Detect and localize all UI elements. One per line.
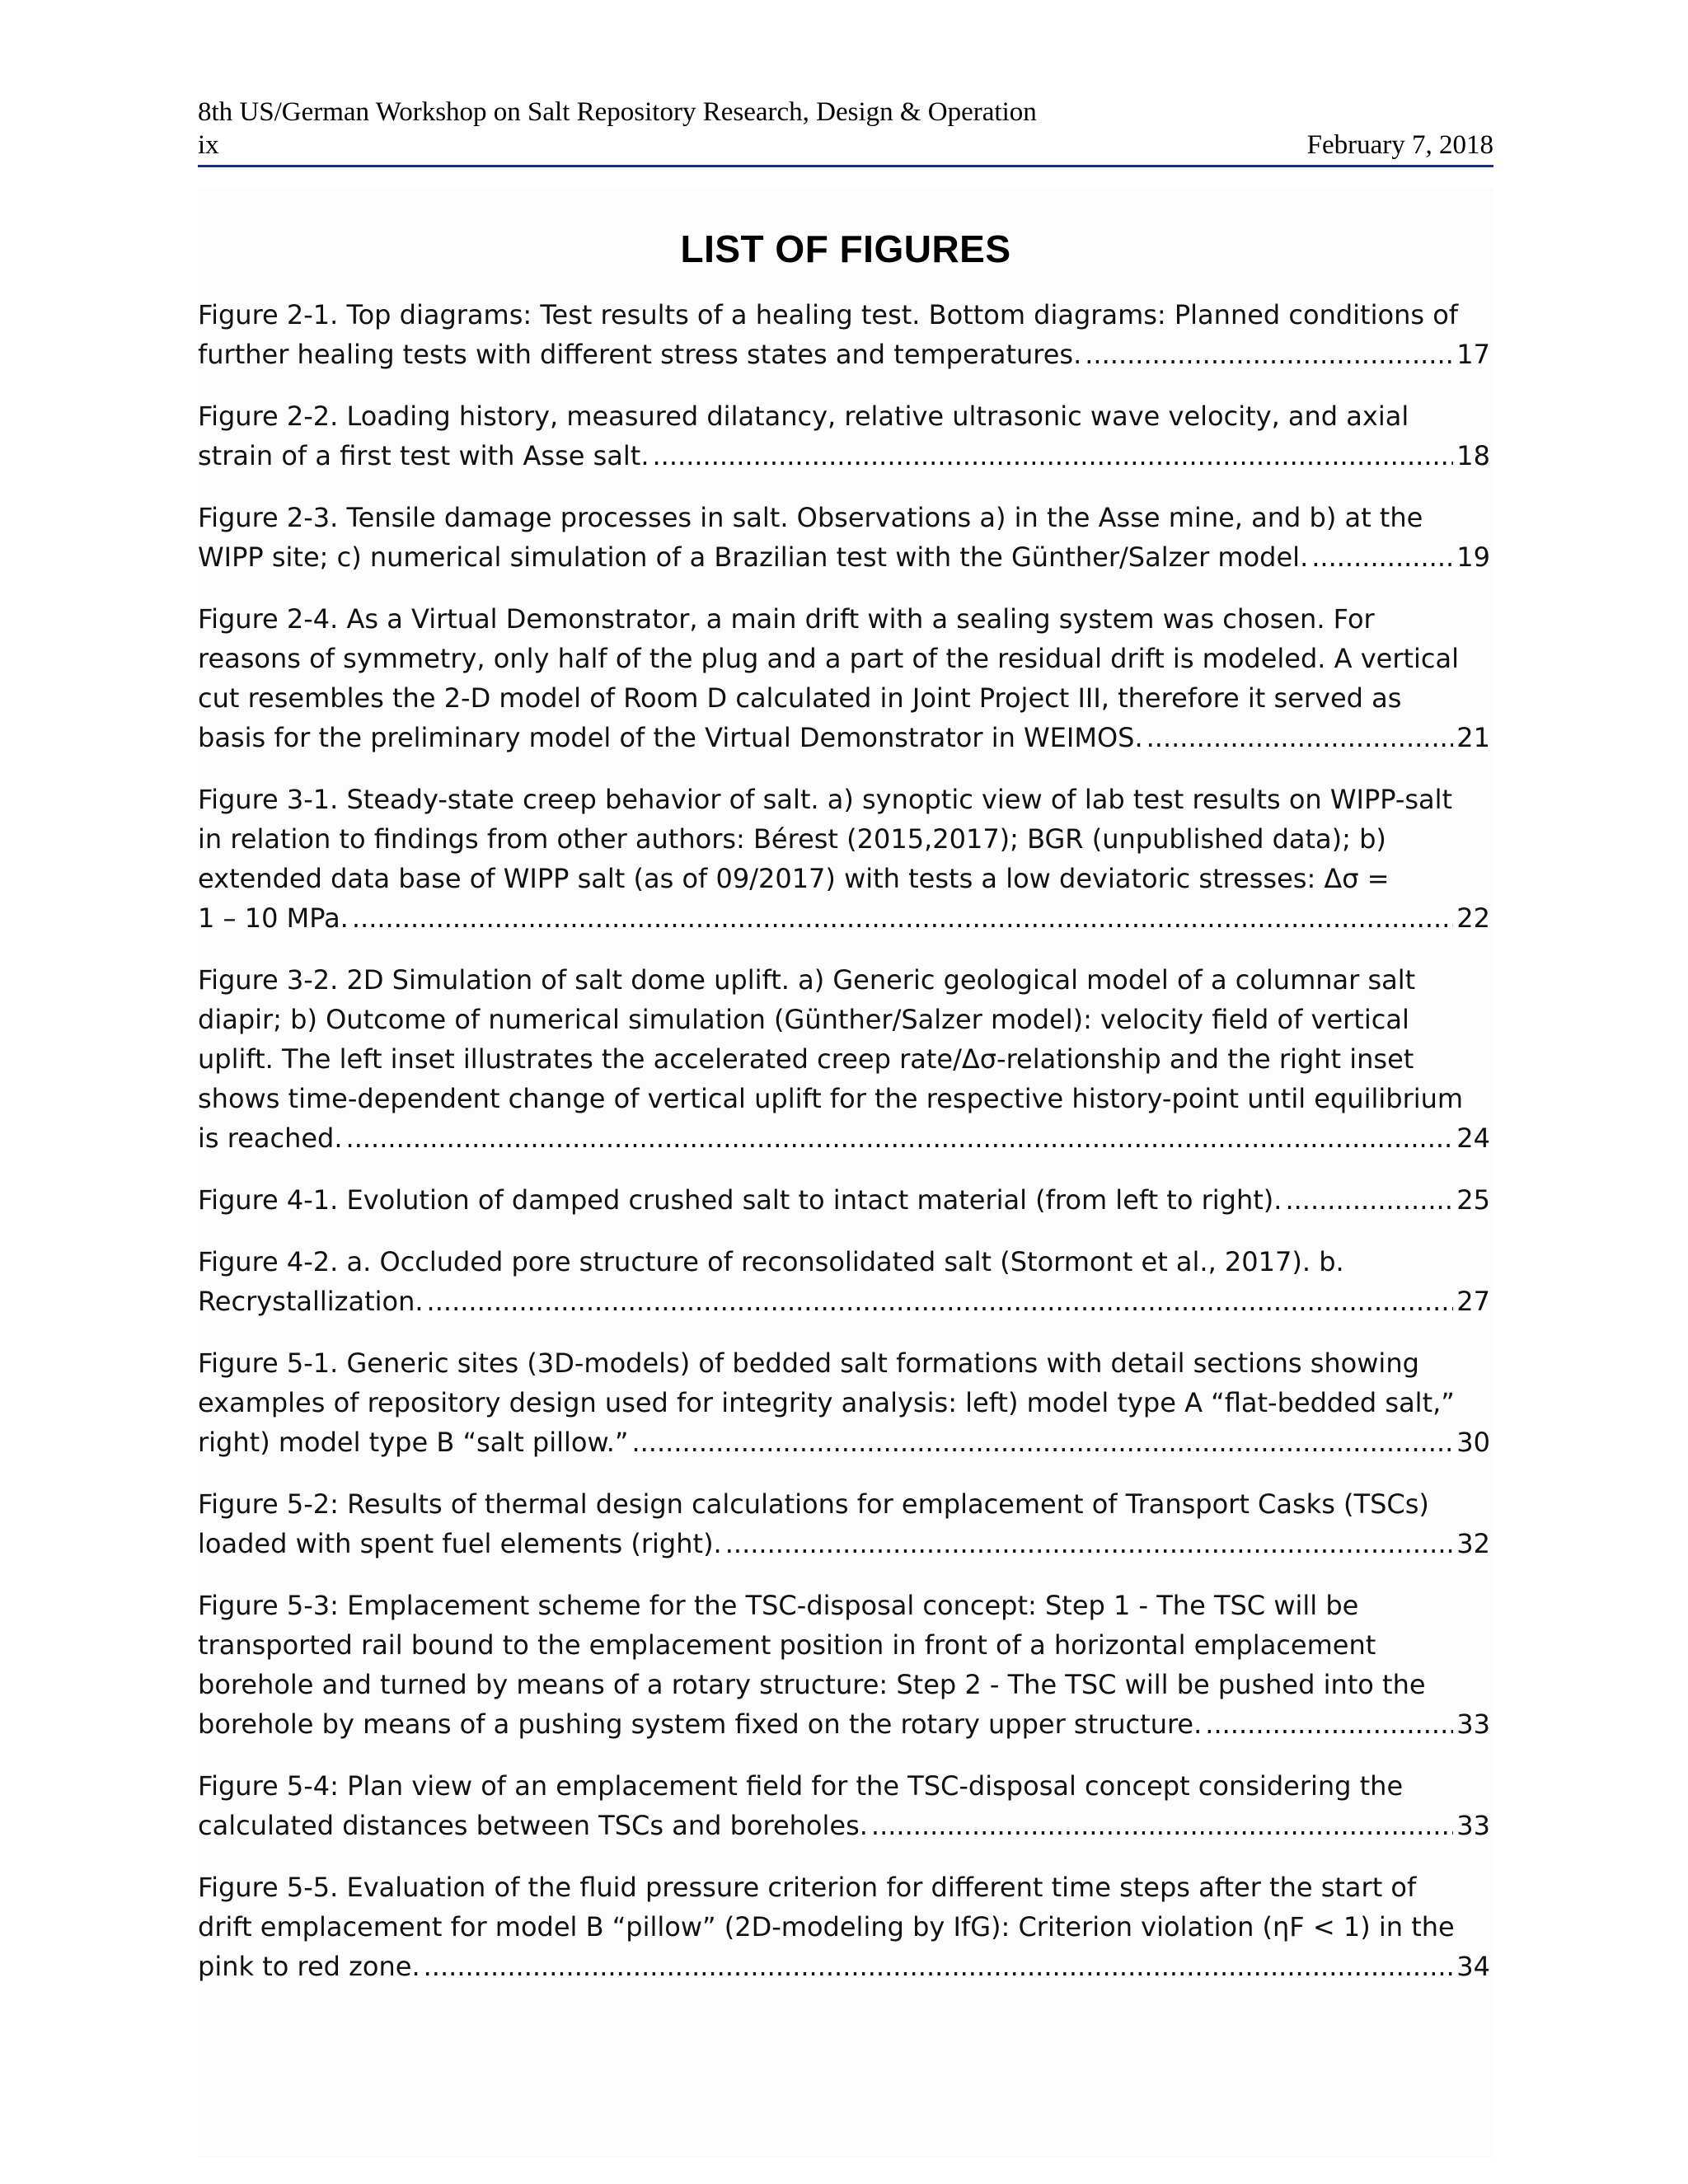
dot-leader bbox=[1085, 335, 1453, 374]
figure-page-number[interactable]: 18 bbox=[1456, 440, 1490, 471]
figure-entry[interactable] bbox=[198, 1180, 1490, 1220]
figure-entry[interactable] bbox=[198, 1766, 1490, 1845]
page-header bbox=[198, 96, 1493, 162]
figure-entry-line: pink to red zone. bbox=[198, 1951, 420, 1982]
figure-page-number[interactable]: 24 bbox=[1456, 1122, 1490, 1154]
figure-entry-line: is reached. bbox=[198, 1122, 343, 1154]
figure-entry-line: shows time-dependent change of vertical uplift for the respective history-point until equilibrium bbox=[198, 1083, 1464, 1114]
figure-entry-line: further healing tests with different stress states and temperatures. bbox=[198, 339, 1082, 370]
page-title: LIST OF FIGURES bbox=[680, 227, 1011, 270]
figure-entry-line: extended data base of WIPP salt (as of 09/2017) with tests a low deviatoric stresses: Δσ = bbox=[198, 863, 1390, 894]
figure-entry-text bbox=[198, 1242, 1490, 1282]
figure-entry-line: examples of repository design used for integrity analysis: left) model type A “flat-bedded salt,” bbox=[198, 1387, 1455, 1418]
figure-entry[interactable] bbox=[198, 1343, 1490, 1462]
dot-leader bbox=[346, 1118, 1454, 1158]
figure-page-number[interactable]: 17 bbox=[1456, 339, 1490, 370]
figure-entry-line: Figure 5-2: Results of thermal design calculations for emplacement of Transport Casks (TSCs) bbox=[198, 1488, 1429, 1520]
figure-entry-last-line bbox=[198, 1704, 1490, 1744]
dot-leader bbox=[653, 436, 1454, 476]
figure-entry-line: Figure 4-2. a. Occluded pore structure of reconsolidated salt (Stormont et al., 2017). b. bbox=[198, 1246, 1344, 1277]
figure-entry-line: Figure 3-2. 2D Simulation of salt dome uplift. a) Generic geological model of a columnar salt bbox=[198, 964, 1416, 996]
figure-entry-last-line bbox=[198, 335, 1490, 374]
figure-entry[interactable] bbox=[198, 1242, 1490, 1321]
figure-entry[interactable] bbox=[198, 498, 1490, 577]
figure-entry-last-line bbox=[198, 1422, 1490, 1462]
figure-entry[interactable] bbox=[198, 780, 1490, 938]
figure-entry[interactable] bbox=[198, 599, 1490, 757]
figure-entry-last-line bbox=[198, 1180, 1490, 1220]
figure-page-number[interactable]: 32 bbox=[1456, 1528, 1490, 1559]
dot-leader bbox=[631, 1422, 1453, 1462]
figure-entry-line: diapir; b) Outcome of numerical simulation (Günther/Salzer model): velocity field of vertical bbox=[198, 1004, 1409, 1035]
figure-entry-text bbox=[198, 780, 1490, 898]
figure-entry-line: in relation to findings from other authors: Bérest (2015,2017); BGR (unpublished data); b) bbox=[198, 823, 1386, 855]
figure-entry-line: Figure 2-4. As a Virtual Demonstrator, a main drift with a sealing system was chosen. For bbox=[198, 603, 1375, 635]
header-date: February 7, 2018 bbox=[1306, 130, 1493, 160]
figure-entry-line: strain of a first test with Asse salt. bbox=[198, 440, 649, 471]
figure-entry-last-line bbox=[198, 436, 1490, 476]
figure-entry-line: Recrystallization. bbox=[198, 1286, 424, 1317]
figure-entry-line: uplift. The left inset illustrates the accelerated creep rate/Δσ-relationship and the right inset bbox=[198, 1043, 1414, 1075]
figure-entry-line: Figure 4-1. Evolution of damped crushed salt to intact material (from left to right). bbox=[198, 1184, 1282, 1216]
figure-entry-text bbox=[198, 396, 1490, 436]
dot-leader bbox=[424, 1947, 1454, 1986]
dot-leader bbox=[352, 898, 1453, 938]
figure-page-number[interactable]: 33 bbox=[1456, 1708, 1490, 1740]
header-page-number: ix bbox=[198, 130, 219, 160]
dot-leader bbox=[1205, 1704, 1453, 1744]
figure-entry[interactable] bbox=[198, 1868, 1490, 1986]
dot-leader bbox=[871, 1806, 1453, 1845]
figure-entry-line: Figure 2-3. Tensile damage processes in salt. Observations a) in the Asse mine, and b) at the bbox=[198, 502, 1423, 533]
figure-entry[interactable] bbox=[198, 1586, 1490, 1744]
figure-entry-line: transported rail bound to the emplacement position in front of a horizontal emplacement bbox=[198, 1629, 1376, 1661]
figure-page-number[interactable]: 27 bbox=[1456, 1286, 1490, 1317]
figure-page-number[interactable]: 25 bbox=[1456, 1184, 1490, 1216]
figure-entry-line: Figure 5-4: Plan view of an emplacement field for the TSC-disposal concept considering the bbox=[198, 1770, 1404, 1802]
figure-list bbox=[198, 295, 1490, 2008]
figure-page-number[interactable]: 22 bbox=[1456, 902, 1490, 934]
figure-entry-line: drift emplacement for model B “pillow” (2D-modeling by IfG): Criterion violation (ηF < 1) in the bbox=[198, 1911, 1455, 1943]
figure-entry-line: Figure 5-3: Emplacement scheme for the TSC-disposal concept: Step 1 - The TSC will be bbox=[198, 1590, 1359, 1621]
figure-entry-text bbox=[198, 1586, 1490, 1704]
figure-page-number[interactable]: 21 bbox=[1456, 722, 1490, 753]
figure-entry[interactable] bbox=[198, 1484, 1490, 1563]
figure-entry-line: Figure 2-1. Top diagrams: Test results of a healing test. Bottom diagrams: Planned conditions of bbox=[198, 299, 1459, 330]
header-rule bbox=[198, 165, 1493, 167]
figure-entry-line: calculated distances between TSCs and boreholes. bbox=[198, 1810, 868, 1841]
figure-entry-line: Figure 3-1. Steady-state creep behavior of salt. a) synoptic view of lab test results on WIPP-salt bbox=[198, 784, 1453, 815]
figure-entry-last-line bbox=[198, 537, 1490, 577]
header-workshop-title: 8th US/German Workshop on Salt Repository Research, Design & Operation bbox=[198, 97, 1037, 127]
figure-entry-line: 1 – 10 MPa. bbox=[198, 902, 349, 934]
figure-entry-last-line bbox=[198, 1947, 1490, 1986]
figure-entry-line: Figure 5-5. Evaluation of the fluid pressure criterion for different time steps after the start of bbox=[198, 1872, 1417, 1903]
figure-page-number[interactable]: 33 bbox=[1456, 1810, 1490, 1841]
figure-entry[interactable] bbox=[198, 396, 1490, 476]
figure-entry-text bbox=[198, 599, 1490, 718]
figure-entry-text bbox=[198, 498, 1490, 537]
figure-entry-text bbox=[198, 1484, 1490, 1524]
figure-entry-last-line bbox=[198, 718, 1490, 757]
dot-leader bbox=[1285, 1180, 1453, 1220]
figure-entry-last-line bbox=[198, 1282, 1490, 1321]
figure-entry-last-line bbox=[198, 898, 1490, 938]
figure-page-number[interactable]: 34 bbox=[1456, 1951, 1490, 1982]
figure-entry-last-line bbox=[198, 1118, 1490, 1158]
figure-entry-last-line bbox=[198, 1806, 1490, 1845]
figure-entry[interactable] bbox=[198, 295, 1490, 374]
figure-entry-text bbox=[198, 1343, 1490, 1422]
figure-entry[interactable] bbox=[198, 960, 1490, 1158]
figure-entry-line: right) model type B “salt pillow.” bbox=[198, 1427, 629, 1458]
dot-leader bbox=[1146, 718, 1454, 757]
figure-entry-line: Figure 5-1. Generic sites (3D-models) of bedded salt formations with detail sections showing bbox=[198, 1347, 1419, 1379]
figure-entry-last-line bbox=[198, 1524, 1490, 1563]
figure-entry-line: basis for the preliminary model of the Virtual Demonstrator in WEIMOS. bbox=[198, 722, 1143, 753]
figure-entry-line: borehole and turned by means of a rotary structure: Step 2 - The TSC will be pushed into the bbox=[198, 1669, 1426, 1700]
figure-entry-line: borehole by means of a pushing system fixed on the rotary upper structure. bbox=[198, 1708, 1203, 1740]
figure-page-number[interactable]: 19 bbox=[1456, 541, 1490, 573]
figure-entry-text bbox=[198, 1868, 1490, 1947]
figure-entry-text bbox=[198, 960, 1490, 1118]
dot-leader bbox=[1311, 537, 1453, 577]
figure-entry-line: WIPP site; c) numerical simulation of a Brazilian test with the Günther/Salzer model. bbox=[198, 541, 1309, 573]
dot-leader bbox=[427, 1282, 1454, 1321]
figure-entry-text bbox=[198, 1766, 1490, 1806]
figure-entry-line: Figure 2-2. Loading history, measured dilatancy, relative ultrasonic wave velocity, and axial bbox=[198, 401, 1409, 432]
figure-entry-line: reasons of symmetry, only half of the plug and a part of the residual drift is modeled. A vertical bbox=[198, 643, 1460, 674]
figure-entry-line: cut resembles the 2-D model of Room D calculated in Joint Project III, therefore it served as bbox=[198, 682, 1402, 714]
figure-entry-text bbox=[198, 295, 1490, 335]
dot-leader bbox=[725, 1524, 1454, 1563]
figure-entry-line: loaded with spent fuel elements (right). bbox=[198, 1528, 722, 1559]
figure-page-number[interactable]: 30 bbox=[1456, 1427, 1490, 1458]
